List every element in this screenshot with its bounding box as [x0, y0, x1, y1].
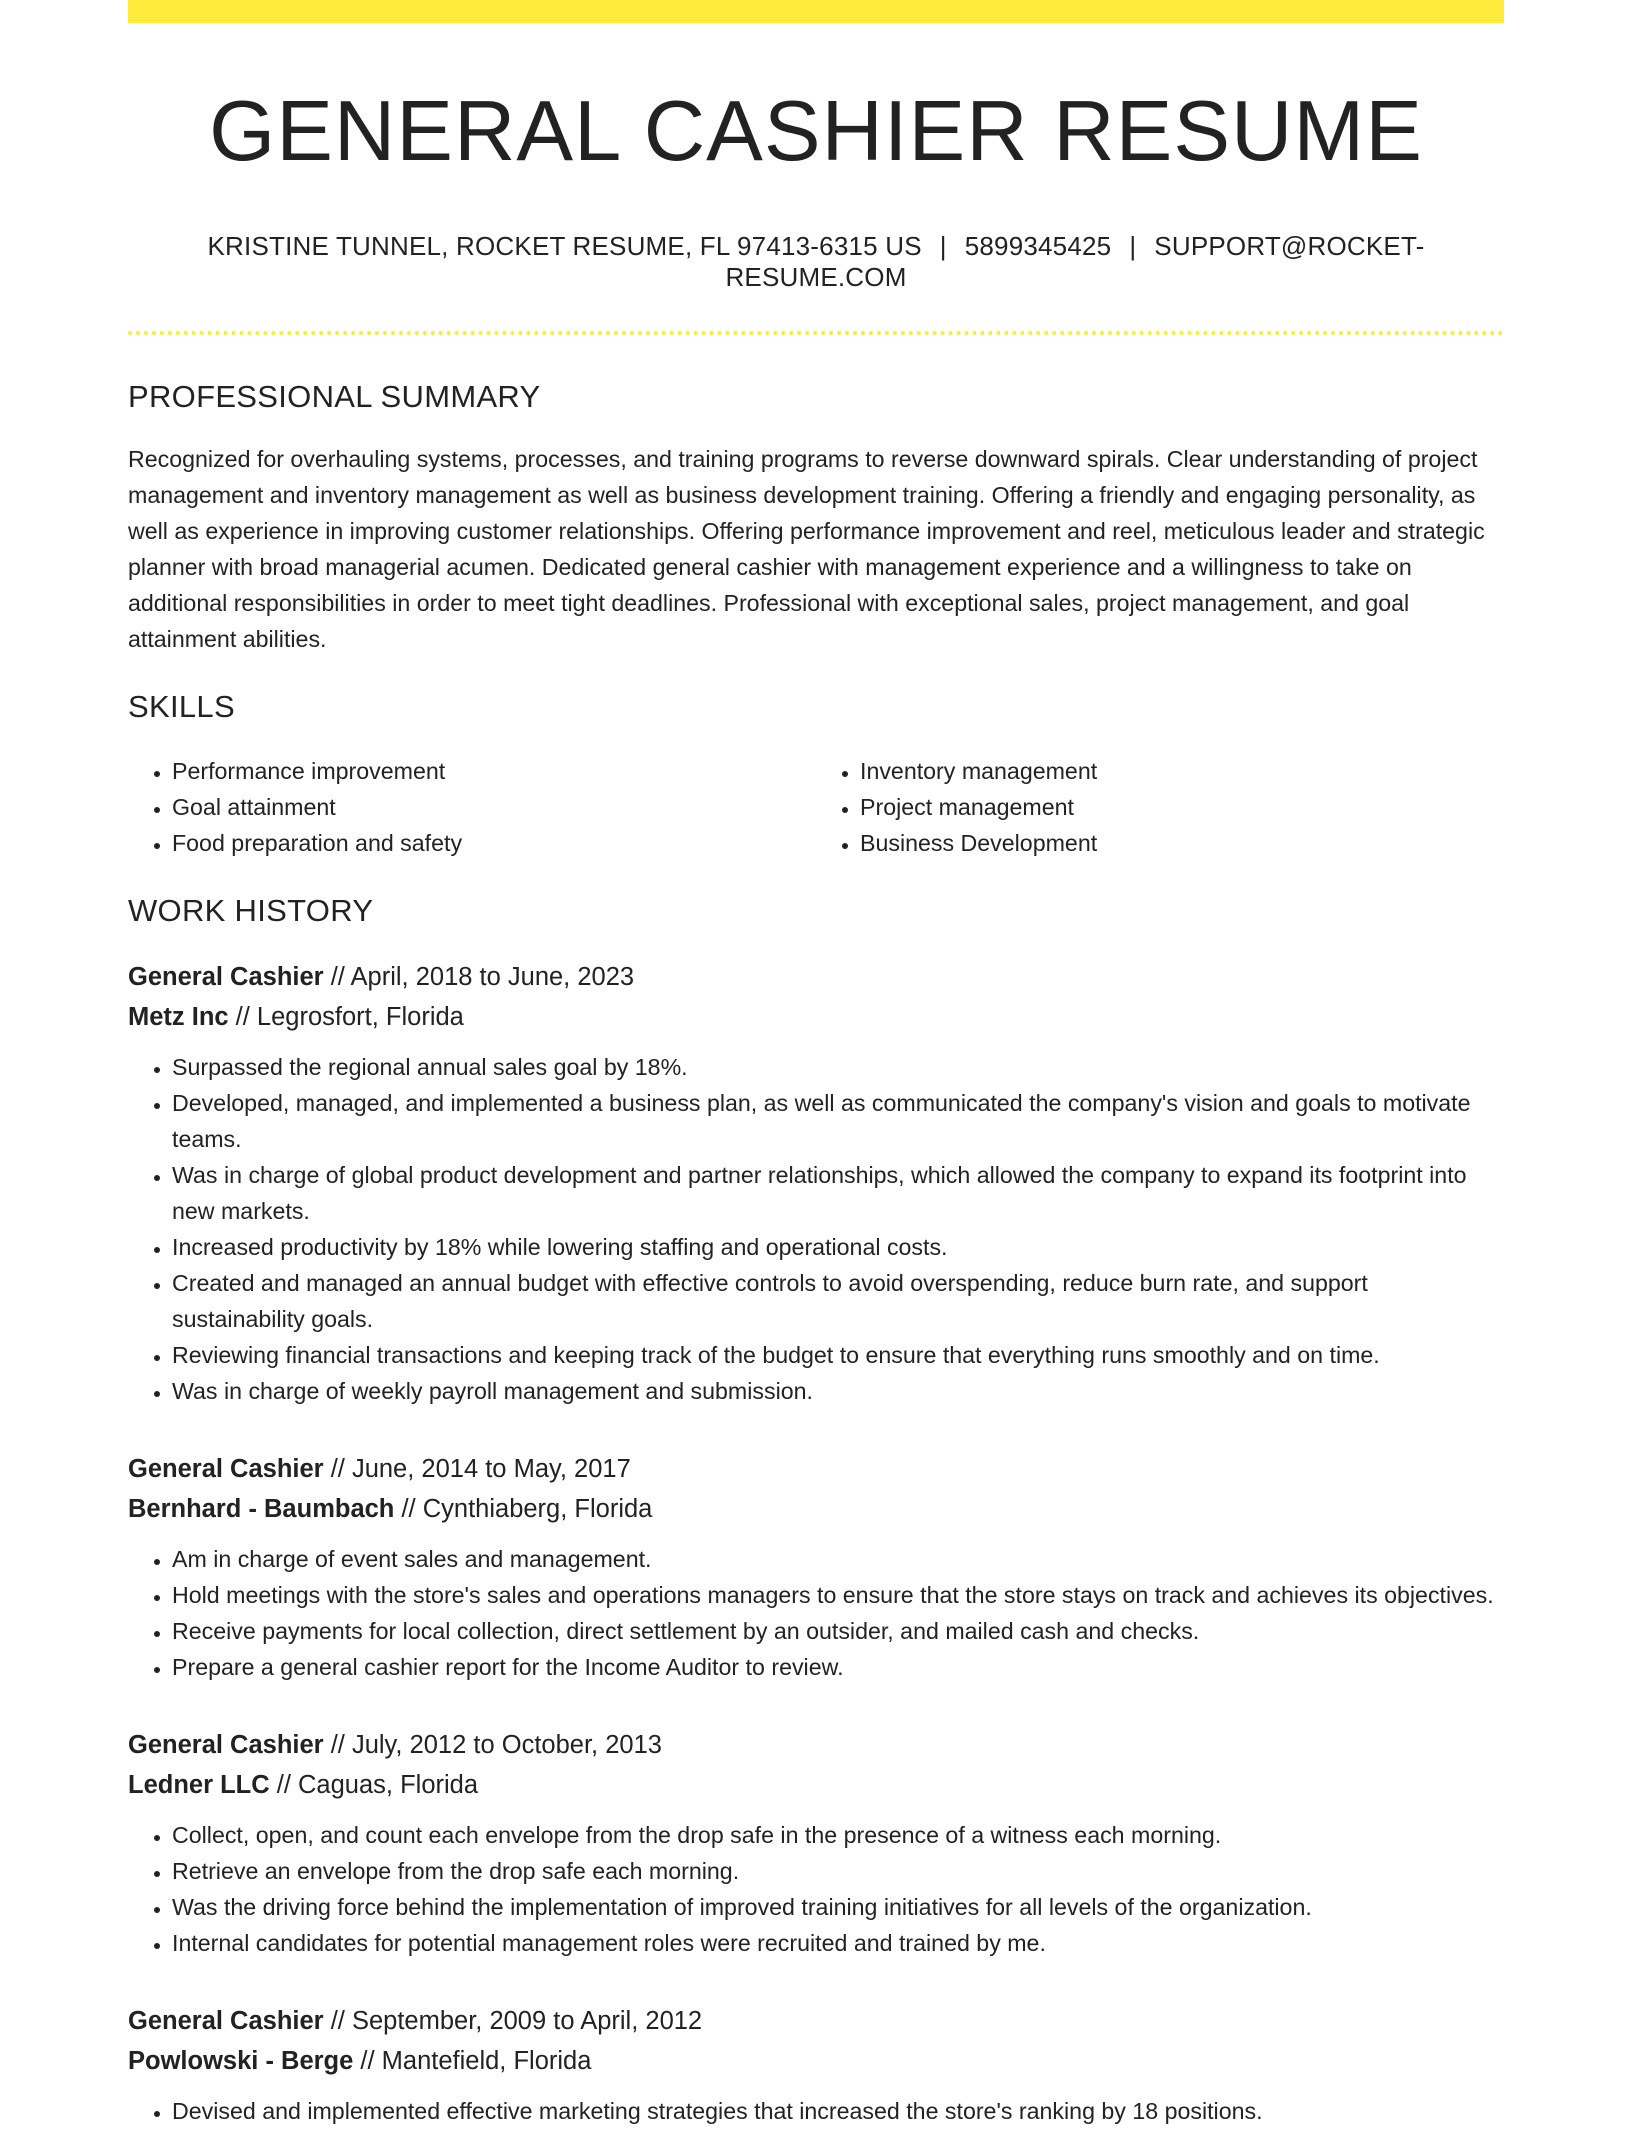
job-company-line: [128, 997, 1504, 1037]
job-title-line: [128, 2001, 1504, 2041]
job-company-line: [128, 2041, 1504, 2081]
job-location: // Caguas, Florida: [269, 1770, 479, 1799]
job-bullet: • Receive payments for local collection, direct settlement by an outsider, and mailed cash and checks.: [172, 1613, 1504, 1649]
job-dates: // July, 2012 to October, 2013: [323, 1730, 662, 1759]
skills-list: [128, 753, 1504, 861]
accent-bar: [128, 0, 1504, 23]
page-title: GENERAL CASHIER RESUME: [209, 84, 1423, 179]
job-company: Ledner LLC: [128, 1770, 270, 1799]
skills-column-right: [816, 753, 1504, 861]
skill-item: • Goal attainment: [172, 789, 816, 825]
job-dates: // April, 2018 to June, 2023: [323, 962, 635, 991]
contact-address: KRISTINE TUNNEL, ROCKET RESUME, FL 97413-6315 US: [207, 230, 922, 261]
skill-item: • Performance improvement: [172, 753, 816, 789]
section-divider: [128, 331, 1504, 335]
job-bullet: • Created and managed an annual budget with effective controls to avoid overspending, reduce burn rate, and support sustainability goals.: [172, 1265, 1504, 1337]
job-location: // Cynthiaberg, Florida: [394, 1494, 653, 1523]
job-bullet: • Internal candidates for potential management roles were recruited and trained by me.: [172, 1925, 1504, 1961]
contact-separator: |: [1129, 230, 1137, 261]
job-bullet: • Was in charge of weekly payroll management and submission.: [172, 1373, 1504, 1409]
contact-separator: |: [939, 230, 947, 261]
job-location: // Legrosfort, Florida: [228, 1002, 464, 1031]
job-title-line: [128, 957, 1504, 997]
job-bullet: • Surpassed the regional annual sales goal by 18%.: [172, 1049, 1504, 1085]
skill-item: • Project management: [860, 789, 1504, 825]
job-bullets: [128, 1817, 1504, 1961]
resume-page: [128, 0, 1504, 2129]
job-bullet: • Hold meetings with the store's sales and operations managers to ensure that the store stays on track and achieves its objectives.: [172, 1577, 1504, 1613]
summary-text: Recognized for overhauling systems, processes, and training programs to reverse downward spirals. Clear understanding of project management and inventory management as well as business development training. Offering a friendly and engaging personality, as well as experience in improving customer relationships. Offering performance improvement and reel, meticulous leader and strategic planner with broad managerial acumen. Dedicated general cashier with management experience and a willingness to take on additional responsibilities in order to meet tight deadlines. Professional with exceptional sales, project management, and goal attainment abilities.: [128, 445, 1485, 652]
job-company: Metz Inc: [128, 1002, 229, 1031]
job-bullet: • Devised and implemented effective marketing strategies that increased the store's ranking by 18 positions.: [172, 2093, 1504, 2129]
contact-phone: 5899345425: [964, 230, 1112, 261]
job-title-line: [128, 1449, 1504, 1489]
job-title-line: [128, 1725, 1504, 1765]
job-bullet: • Collect, open, and count each envelope from the drop safe in the presence of a witness each morning.: [172, 1817, 1504, 1853]
job-location: // Mantefield, Florida: [353, 2046, 592, 2075]
job-bullets: [128, 1049, 1504, 1409]
job-bullet: • Developed, managed, and implemented a business plan, as well as communicated the company's vision and goals to motivate teams.: [172, 1085, 1504, 1157]
job-bullet: • Was in charge of global product development and partner relationships, which allowed the company to expand its footprint into new markets.: [172, 1157, 1504, 1229]
job-bullet: • Prepare a general cashier report for the Income Auditor to review.: [172, 1649, 1504, 1685]
job-bullet: • Increased productivity by 18% while lowering staffing and operational costs.: [172, 1229, 1504, 1265]
job-dates: // June, 2014 to May, 2017: [323, 1454, 631, 1483]
work-history-heading: WORK HISTORY: [128, 892, 374, 928]
skill-item: • Food preparation and safety: [172, 825, 816, 861]
job-entry: [128, 2001, 1504, 2129]
job-bullet: • Was the driving force behind the implementation of improved training initiatives for all levels of the organization.: [172, 1889, 1504, 1925]
job-title: General Cashier: [128, 962, 324, 991]
contact-line: [128, 231, 1504, 293]
job-dates: // September, 2009 to April, 2012: [323, 2006, 703, 2035]
skills-heading: SKILLS: [128, 688, 235, 724]
job-title: General Cashier: [128, 2006, 324, 2035]
job-entry: [128, 1725, 1504, 1961]
job-company: Bernhard - Baumbach: [128, 1494, 395, 1523]
job-title: General Cashier: [128, 1454, 324, 1483]
job-company-line: [128, 1765, 1504, 1805]
contact-email: SUPPORT@ROCKET-RESUME.COM: [725, 230, 1425, 292]
job-bullet: • Retrieve an envelope from the drop safe each morning.: [172, 1853, 1504, 1889]
job-bullets: [128, 2093, 1504, 2129]
skills-column-left: [128, 753, 816, 861]
job-company: Powlowski - Berge: [128, 2046, 354, 2075]
job-bullet: • Am in charge of event sales and management.: [172, 1541, 1504, 1577]
job-entry: [128, 957, 1504, 1409]
job-title: General Cashier: [128, 1730, 324, 1759]
job-bullet: • Reviewing financial transactions and keeping track of the budget to ensure that everything runs smoothly and on time.: [172, 1337, 1504, 1373]
skill-item: • Inventory management: [860, 753, 1504, 789]
job-bullets: [128, 1541, 1504, 1685]
skill-item: • Business Development: [860, 825, 1504, 861]
job-company-line: [128, 1489, 1504, 1529]
job-entry: [128, 1449, 1504, 1685]
summary-heading: PROFESSIONAL SUMMARY: [128, 378, 541, 414]
